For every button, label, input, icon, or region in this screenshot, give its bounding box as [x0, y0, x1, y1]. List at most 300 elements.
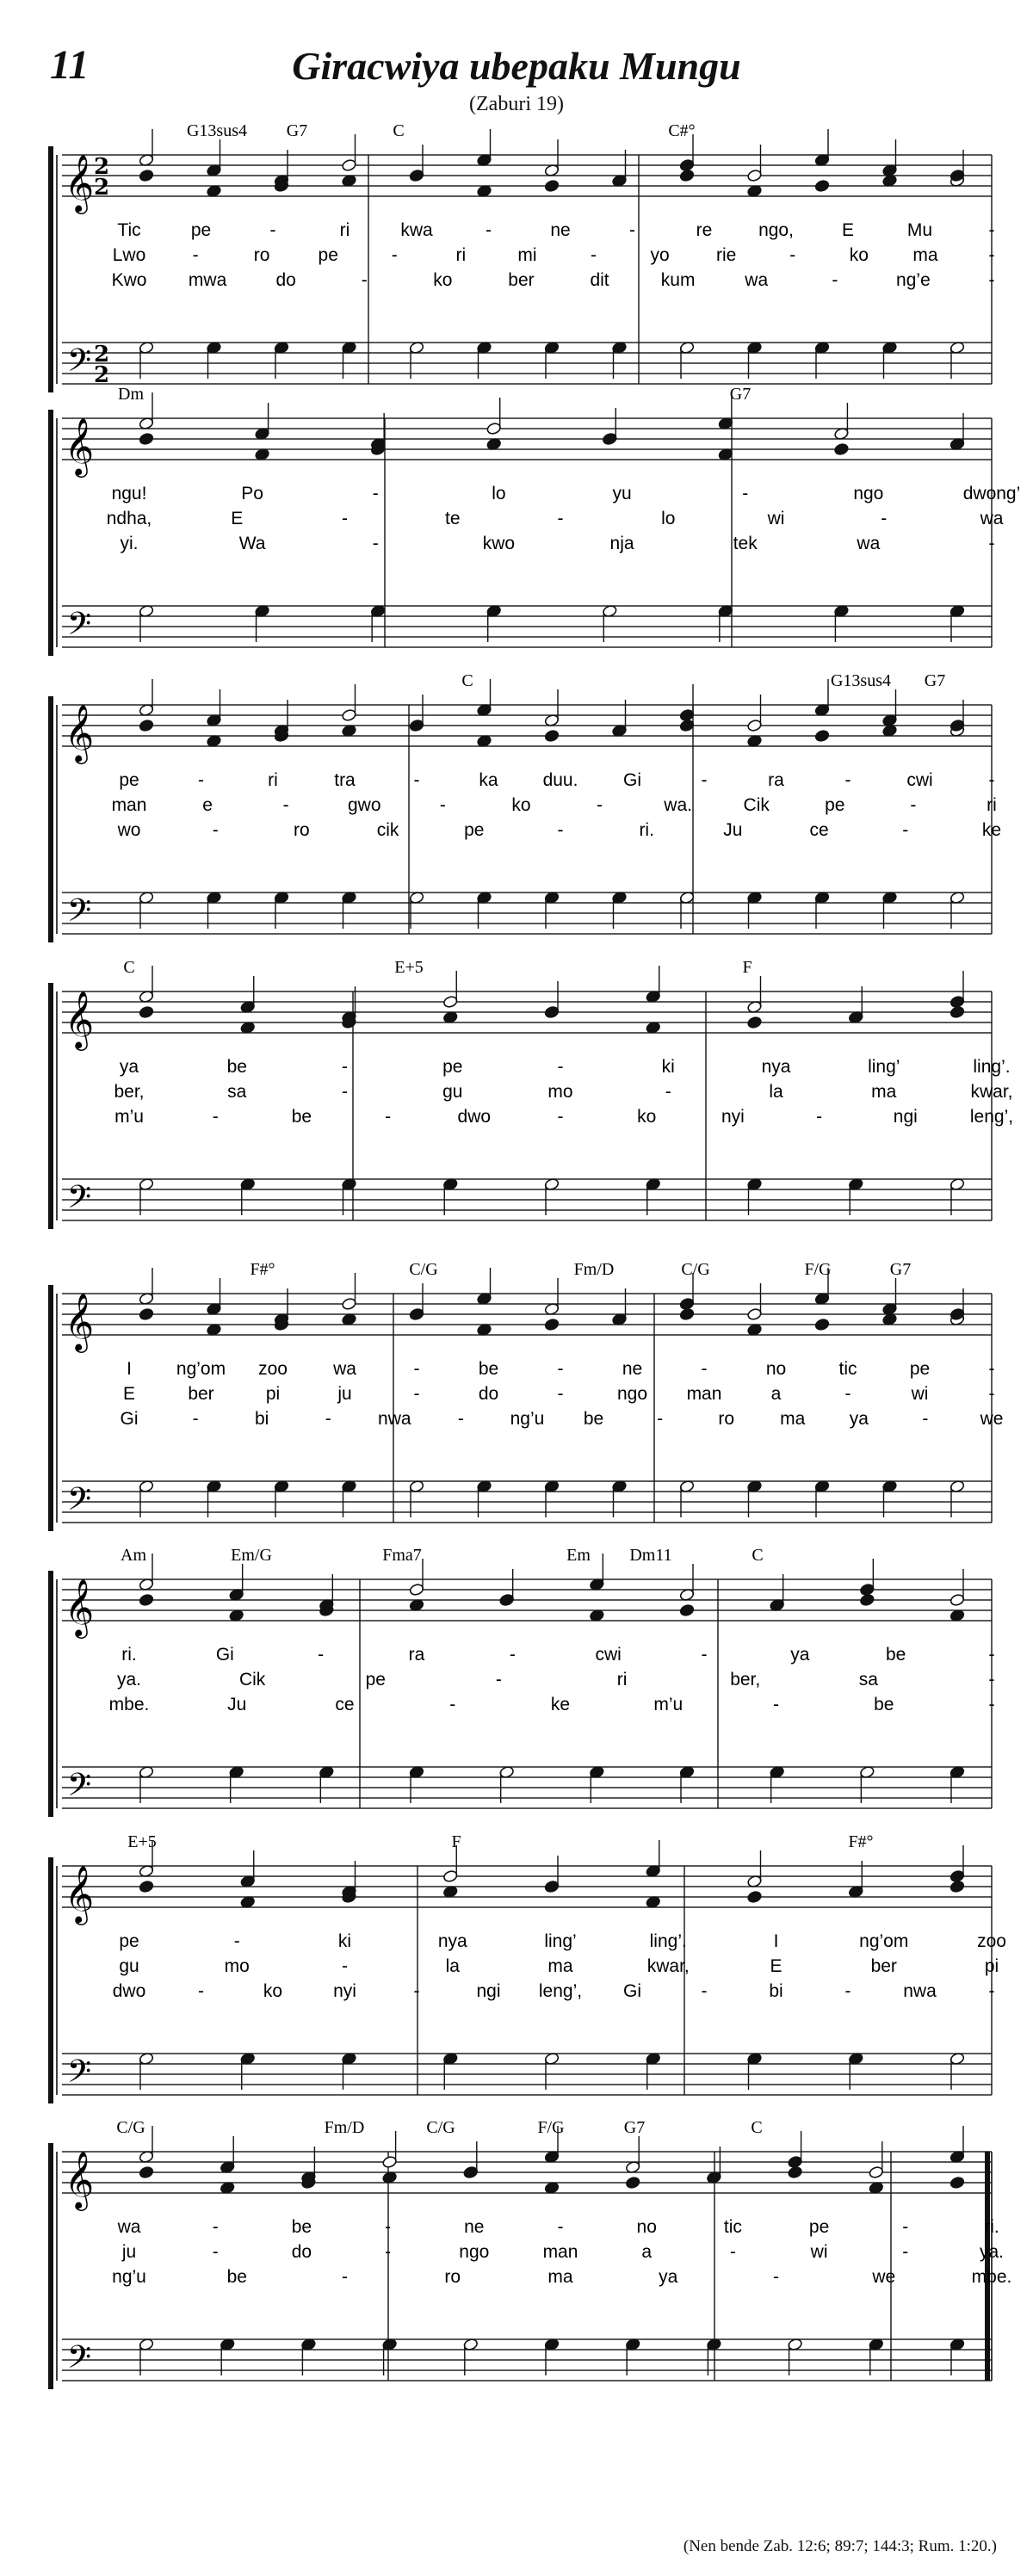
lyric-syllable: ju — [121, 2242, 137, 2262]
lyric-syllable: - — [701, 1359, 708, 1379]
system-bracket — [48, 410, 53, 656]
chord-symbol: C/G — [681, 1260, 710, 1279]
lyric-syllable: - — [773, 2267, 779, 2287]
lyric-syllable: ma — [547, 1956, 573, 1976]
notehead — [679, 708, 695, 721]
notehead — [139, 719, 154, 732]
lyric-syllable: - — [413, 1981, 420, 2001]
lyric-syllable: ber — [188, 1384, 214, 1404]
notehead — [949, 995, 965, 1008]
lyric-syllable: Tic — [117, 220, 141, 240]
lyric-syllable: mo — [224, 1956, 250, 1976]
notehead — [139, 1307, 154, 1320]
lyric-syllable: ke — [981, 820, 1002, 840]
lyric-syllable: wa — [333, 1359, 356, 1379]
lyric-syllable: - — [701, 1645, 708, 1665]
lyric-syllable: cwi — [906, 770, 933, 790]
lyric-syllable: ng’u — [510, 1409, 545, 1429]
lyric-syllable: wa — [745, 270, 769, 290]
lyric-syllable: ng’u — [112, 2267, 146, 2287]
lyric-syllable: ngo — [616, 1384, 648, 1404]
lyric-syllable: mi — [517, 245, 537, 265]
lyric-syllable: do — [478, 1384, 499, 1404]
lyric-syllable: - — [413, 1384, 420, 1404]
lyric-syllable: - — [495, 1670, 502, 1690]
lyric-syllable: I — [773, 1931, 779, 1951]
lyric-syllable: - — [832, 270, 838, 290]
system-bracket — [48, 1571, 53, 1817]
lyric-syllable: no — [636, 2217, 657, 2237]
lyric-syllable: sa — [227, 1082, 247, 1102]
bass-clef-icon: 𝄢 — [66, 1767, 92, 1811]
lyric-syllable: Po — [241, 484, 263, 503]
lyric-syllable: man — [111, 795, 147, 815]
notehead — [139, 1880, 154, 1893]
chord-symbol: Fm/D — [324, 2118, 365, 2137]
lyric-syllable: - — [342, 509, 348, 528]
scripture-footnote: (Nen bende Zab. 12:6; 89:7; 144:3; Rum. 1:20.) — [683, 2537, 997, 2555]
lyric-syllable: cik — [376, 820, 399, 840]
lyric-syllable: - — [773, 1695, 779, 1714]
notehead — [814, 1318, 830, 1331]
lyric-syllable: leng’, — [969, 1107, 1014, 1127]
chord-symbol: G7 — [924, 671, 946, 690]
lyric-syllable: ri — [616, 1670, 628, 1690]
chord-symbol: Dm11 — [629, 1546, 672, 1565]
lyric-syllable: ra — [408, 1645, 425, 1665]
lyric-syllable: - — [988, 1359, 995, 1379]
lyric-syllable: kwar, — [970, 1082, 1013, 1102]
lyric-syllable: do — [291, 2242, 312, 2262]
notehead — [544, 729, 560, 742]
lyric-syllable: ndha, — [106, 509, 152, 528]
lyric-syllable: duu. — [542, 770, 578, 790]
lyric-syllable: ya — [790, 1645, 810, 1665]
lyric-syllable: - — [591, 245, 597, 265]
lyric-syllable: Wa — [238, 534, 266, 553]
lyric-syllable: wi — [911, 1384, 929, 1404]
lyric-syllable: pe — [190, 220, 212, 240]
lyric-syllable: la — [769, 1082, 783, 1102]
lyric-syllable: a — [641, 2242, 653, 2262]
bass-clef-icon: 𝄢 — [66, 2339, 92, 2383]
chord-symbol: C/G — [409, 1260, 438, 1279]
lyric-syllable: mbe. — [971, 2267, 1012, 2287]
chord-symbol: C/G — [116, 2118, 145, 2137]
lyric-syllable: man — [686, 1384, 722, 1404]
lyric-syllable: dwo — [457, 1107, 492, 1127]
time-signature-bottom: 2 — [93, 175, 110, 201]
notehead — [463, 2165, 479, 2178]
time-signature-top: 2 — [93, 342, 110, 368]
lyric-syllable: a — [770, 1384, 782, 1404]
lyric-syllable: ya — [849, 1409, 869, 1429]
notehead — [139, 169, 154, 182]
lyric-syllable: - — [372, 484, 379, 503]
system-bracket — [48, 1285, 53, 1531]
chord-symbol: C — [751, 2118, 763, 2137]
notehead — [544, 1318, 560, 1331]
lyric-syllable: ya. — [116, 1670, 142, 1690]
lyric-syllable: - — [988, 1384, 995, 1404]
lyric-syllable: tic — [838, 1359, 857, 1379]
lyric-syllable: - — [729, 2242, 736, 2262]
lyric-syllable: - — [282, 795, 289, 815]
lyric-syllable: ngi — [476, 1981, 501, 2001]
lyric-syllable: gwo — [348, 795, 381, 815]
lyric-syllable: ngi — [893, 1107, 918, 1127]
chord-symbol: G7 — [889, 1260, 912, 1279]
lyric-syllable: ngu! — [111, 484, 147, 503]
lyric-syllable: ka — [479, 770, 498, 790]
lyric-syllable: ngo, — [758, 220, 794, 240]
chord-symbol: Dm — [118, 385, 144, 404]
lyric-syllable: pe — [825, 795, 845, 815]
notehead — [747, 1890, 763, 1903]
system-bracket — [48, 983, 53, 1229]
lyric-syllable: E — [231, 509, 244, 528]
lyric-syllable: - — [342, 2267, 348, 2287]
hymn-number: 11 — [50, 42, 90, 88]
lyric-syllable: ce — [335, 1695, 355, 1714]
notehead — [544, 1880, 560, 1893]
notehead — [544, 179, 560, 192]
notehead — [409, 169, 424, 182]
lyric-syllable: - — [629, 220, 635, 240]
lyric-syllable: wa — [980, 509, 1004, 528]
notehead — [859, 1593, 875, 1606]
notehead — [814, 179, 830, 192]
bass-clef-icon: 𝄢 — [66, 893, 92, 936]
notehead — [747, 169, 763, 182]
notehead — [949, 1005, 965, 1018]
chord-symbol: C — [461, 671, 473, 690]
lyric-syllable: ko — [433, 270, 453, 290]
lyric-syllable: - — [557, 1384, 564, 1404]
bass-clef-icon: 𝄢 — [66, 606, 92, 650]
lyric-syllable: ke — [550, 1695, 571, 1714]
notehead — [139, 1593, 154, 1606]
lyric-syllable: Gi — [623, 1981, 641, 2001]
lyric-syllable: nya — [437, 1931, 467, 1951]
lyric-syllable: - — [657, 1409, 664, 1429]
lyric-syllable: - — [844, 1981, 851, 2001]
lyric-syllable: nya — [761, 1057, 791, 1077]
lyric-syllable: - — [789, 245, 796, 265]
lyric-syllable: pe — [318, 245, 338, 265]
notehead — [679, 1603, 695, 1616]
lyric-syllable: kwa — [400, 220, 433, 240]
lyric-syllable: - — [325, 1409, 331, 1429]
lyric-syllable: - — [342, 1057, 348, 1077]
lyric-syllable: ri — [339, 220, 350, 240]
lyric-syllable: mwa — [188, 270, 227, 290]
lyric-syllable: Cik — [238, 1670, 266, 1690]
final-barline — [985, 2152, 990, 2381]
lyric-syllable: wa — [857, 534, 881, 553]
lyric-syllable: ling’. — [973, 1057, 1011, 1077]
lyric-syllable: wi — [767, 509, 785, 528]
lyric-syllable: nyi — [333, 1981, 356, 2001]
lyric-syllable: ngo — [853, 484, 884, 503]
lyric-syllable: E — [841, 220, 855, 240]
lyric-syllable: ri — [987, 795, 997, 815]
lyric-syllable: - — [988, 1695, 995, 1714]
lyric-syllable: nwa — [378, 1409, 411, 1429]
lyric-syllable: - — [449, 1695, 456, 1714]
lyric-syllable: - — [557, 1107, 564, 1127]
lyric-syllable: re — [696, 220, 713, 240]
lyric-syllable: - — [413, 770, 420, 790]
lyric-syllable: be — [226, 1057, 247, 1077]
notehead — [139, 432, 154, 445]
notehead — [747, 1307, 763, 1320]
lyric-syllable: - — [391, 245, 398, 265]
lyric-syllable: - — [844, 770, 851, 790]
lyric-syllable: - — [988, 1645, 995, 1665]
lyric-syllable: - — [881, 509, 888, 528]
lyric-syllable: - — [922, 1409, 929, 1429]
lyric-syllable: - — [361, 270, 368, 290]
lyric-syllable: yo — [650, 245, 670, 265]
notehead — [442, 995, 458, 1008]
lyric-syllable: bi — [254, 1409, 269, 1429]
lyric-syllable: - — [665, 1082, 671, 1102]
bass-clef-icon: 𝄢 — [66, 1179, 92, 1223]
lyric-syllable: - — [233, 1931, 240, 1951]
lyric-syllable: la — [445, 1956, 460, 1976]
notehead — [442, 1869, 458, 1882]
lyric-syllable: ber, — [114, 1082, 145, 1102]
lyric-syllable: Lwo — [112, 245, 146, 265]
lyric-syllable: - — [198, 1981, 204, 2001]
chord-symbol: Em — [566, 1546, 591, 1565]
notehead — [382, 2155, 398, 2168]
lyric-syllable: bi — [769, 1981, 783, 2001]
lyric-syllable: - — [192, 1409, 199, 1429]
lyric-syllable: nwa — [903, 1981, 937, 2001]
chord-symbol: G13sus4 — [830, 671, 892, 690]
chord-symbol: C/G — [426, 2118, 455, 2137]
lyric-syllable: yi. — [120, 534, 139, 553]
lyric-syllable: ma — [780, 1409, 806, 1429]
notehead — [409, 1307, 424, 1320]
lyric-syllable: sa — [858, 1670, 878, 1690]
notehead — [747, 1016, 763, 1029]
lyric-syllable: Gi — [215, 1645, 234, 1665]
lyric-syllable: be — [874, 1695, 894, 1714]
notehead — [859, 1583, 875, 1596]
lyric-syllable: - — [372, 534, 379, 553]
chord-symbol: C#° — [668, 121, 696, 140]
lyric-syllable: tra — [334, 770, 356, 790]
lyric-syllable: - — [742, 484, 749, 503]
notehead — [544, 1005, 560, 1018]
system-bracket — [48, 1857, 53, 2103]
chord-symbol: E+5 — [127, 1832, 157, 1851]
chord-symbol: Em/G — [231, 1546, 272, 1565]
lyric-syllable: - — [902, 2217, 909, 2237]
lyric-syllable: ma — [547, 2267, 573, 2287]
lyric-syllable: ne — [622, 1359, 643, 1379]
lyric-syllable: - — [910, 795, 917, 815]
system-bracket — [48, 696, 53, 942]
lyric-syllable: ri — [268, 770, 278, 790]
lyric-syllable: - — [597, 795, 603, 815]
lyric-syllable: pe — [808, 2217, 830, 2237]
bass-clef-icon: 𝄢 — [66, 343, 92, 386]
notehead — [949, 2176, 965, 2189]
notehead — [788, 2165, 803, 2178]
lyric-syllable: - — [342, 1956, 348, 1976]
lyric-syllable: pe — [909, 1359, 931, 1379]
lyric-syllable: ng’om — [176, 1359, 226, 1379]
time-signature-top: 2 — [93, 154, 110, 180]
lyric-syllable: - — [457, 1409, 464, 1429]
lyric-syllable: man — [542, 2242, 578, 2262]
time-signature-bottom: 2 — [93, 362, 110, 388]
lyric-syllable: ju — [337, 1384, 352, 1404]
notehead — [679, 169, 695, 182]
lyric-syllable: no — [765, 1359, 787, 1379]
lyric-syllable: pe — [464, 820, 485, 840]
lyric-syllable: - — [988, 270, 995, 290]
lyric-syllable: gu — [119, 1956, 139, 1976]
lyric-syllable: - — [988, 1981, 995, 2001]
lyric-syllable: - — [557, 820, 564, 840]
notehead — [814, 729, 830, 742]
lyric-syllable: - — [192, 245, 199, 265]
lyric-syllable: ling’. — [649, 1931, 687, 1951]
lyric-syllable: tek — [733, 534, 758, 553]
lyric-syllable: cwi — [595, 1645, 622, 1665]
treble-clef-icon: 𝄞 — [64, 1578, 95, 1636]
lyric-syllable: ng’e — [896, 270, 931, 290]
lyric-syllable: E — [770, 1956, 782, 1976]
lyric-syllable: pe — [119, 770, 139, 790]
lyric-syllable: - — [988, 534, 995, 553]
lyric-syllable: ro — [718, 1409, 735, 1429]
chord-symbol: C — [393, 121, 405, 140]
lyric-syllable: m’u — [114, 1107, 144, 1127]
lyric-syllable: do — [275, 270, 296, 290]
treble-clef-icon: 𝄞 — [64, 990, 95, 1048]
lyric-syllable: - — [816, 1107, 823, 1127]
lyric-syllable: be — [885, 1645, 906, 1665]
lyric-syllable: mo — [547, 1082, 573, 1102]
lyric-syllable: ma — [912, 245, 938, 265]
system-bracket — [48, 2143, 53, 2389]
lyric-syllable: - — [198, 770, 204, 790]
lyric-syllable: zoo — [258, 1359, 288, 1379]
lyric-syllable: wa — [117, 2217, 141, 2237]
chord-symbol: G7 — [729, 385, 752, 404]
chord-symbol: F#° — [848, 1832, 874, 1851]
lyric-syllable: tic — [723, 2217, 742, 2237]
lyric-syllable: pi — [984, 1956, 999, 1976]
lyric-syllable: dwo — [112, 1981, 146, 2001]
lyric-syllable: ling’ — [868, 1057, 900, 1077]
lyric-syllable: pe — [119, 1931, 139, 1951]
notehead — [949, 1880, 965, 1893]
lyric-syllable: ya. — [979, 2242, 1005, 2262]
lyric-syllable: ng’om — [859, 1931, 909, 1951]
lyric-syllable: ne — [550, 220, 571, 240]
notehead — [833, 442, 849, 455]
lyric-syllable: rie — [716, 245, 737, 265]
notehead — [625, 2176, 640, 2189]
chord-symbol: Fm/D — [573, 1260, 615, 1279]
lyric-syllable: ri. — [984, 2217, 999, 2237]
lyric-syllable: - — [385, 2217, 392, 2237]
lyric-syllable: - — [212, 2217, 219, 2237]
notehead — [679, 719, 695, 732]
lyric-syllable: be — [291, 2217, 312, 2237]
chord-symbol: F/G — [537, 2118, 565, 2137]
lyric-syllable: - — [557, 1359, 564, 1379]
lyric-syllable: yu — [612, 484, 632, 503]
lyric-syllable: dwong’ — [962, 484, 1021, 503]
lyric-syllable: - — [988, 1670, 995, 1690]
lyric-syllable: nyi — [721, 1107, 745, 1127]
lyric-syllable: dit — [590, 270, 609, 290]
lyric-syllable: ro — [294, 820, 310, 840]
chord-symbol: F — [742, 958, 752, 977]
lyric-syllable: - — [988, 245, 995, 265]
lyric-syllable: - — [701, 1981, 708, 2001]
lyric-syllable: we — [872, 2267, 896, 2287]
lyric-syllable: kwar, — [646, 1956, 690, 1976]
lyric-syllable: I — [127, 1359, 132, 1379]
lyric-syllable: kwo — [482, 534, 516, 553]
lyric-syllable: - — [557, 2217, 564, 2237]
lyric-syllable: zoo — [977, 1931, 1006, 1951]
lyric-syllable: e — [202, 795, 213, 815]
lyric-syllable: - — [902, 2242, 909, 2262]
lyric-syllable: lo — [492, 484, 506, 503]
lyric-syllable: ne — [464, 2217, 485, 2237]
lyric-syllable: - — [385, 2242, 392, 2262]
chord-symbol: E+5 — [394, 958, 424, 977]
lyric-syllable: - — [212, 2242, 219, 2262]
lyric-syllable: - — [212, 820, 219, 840]
lyric-syllable: - — [486, 220, 492, 240]
lyric-syllable: ra — [768, 770, 784, 790]
notehead — [409, 719, 424, 732]
lyric-syllable: be — [583, 1409, 604, 1429]
chord-symbol: F/G — [804, 1260, 832, 1279]
notehead — [139, 2165, 154, 2178]
notehead — [342, 1297, 357, 1310]
lyric-syllable: Cik — [743, 795, 770, 815]
treble-clef-icon: 𝄞 — [64, 417, 95, 475]
lyric-syllable: be — [291, 1107, 312, 1127]
notehead — [747, 719, 763, 732]
system-bracket — [48, 146, 53, 392]
treble-clef-icon: 𝄞 — [64, 1864, 95, 1923]
lyric-syllable: - — [701, 770, 708, 790]
notehead — [342, 708, 357, 721]
treble-clef-icon: 𝄞 — [64, 153, 95, 212]
chord-symbol: F#° — [250, 1260, 275, 1279]
lyric-syllable: leng’, — [538, 1981, 583, 2001]
lyric-syllable: gu — [442, 1082, 463, 1102]
lyric-syllable: - — [509, 1645, 516, 1665]
chord-symbol: C — [752, 1546, 764, 1565]
notehead — [602, 432, 617, 445]
lyric-syllable: Ju — [723, 820, 743, 840]
lyric-syllable: be — [226, 2267, 247, 2287]
